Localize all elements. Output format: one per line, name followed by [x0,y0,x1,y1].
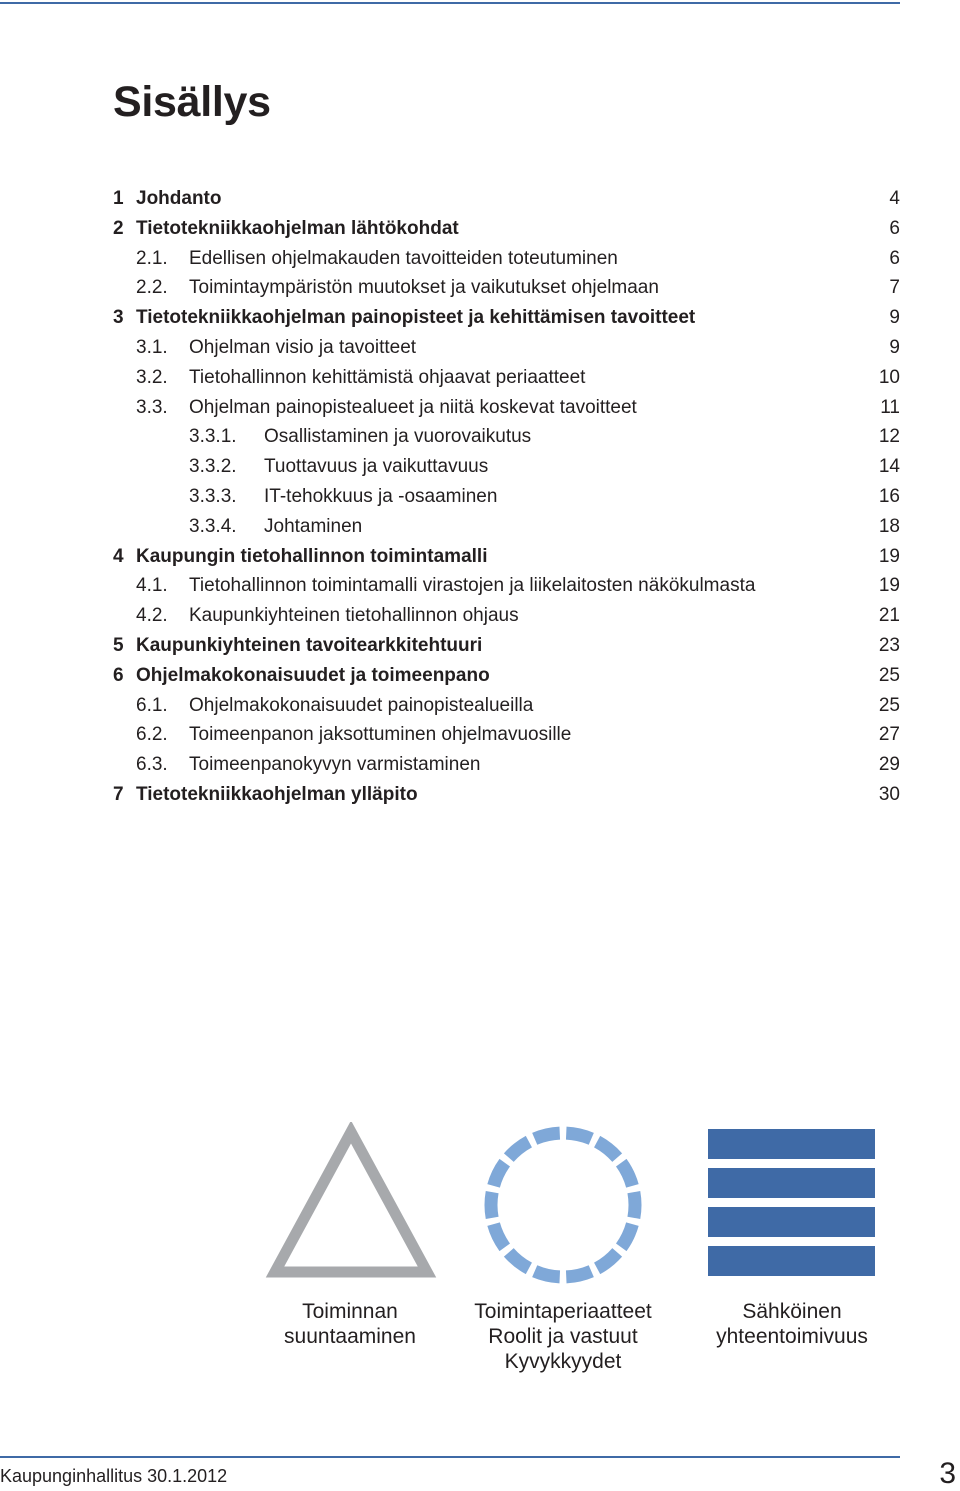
toc-entry [113,693,900,723]
triangle-icon [263,1122,439,1280]
toc-entry [113,573,900,603]
page-number: 3 [939,1457,956,1490]
toc-entry-number: 5 [113,634,124,656]
circle-segment [621,1163,632,1186]
toc-entry-number: 2.1. [136,247,168,269]
table-of-contents [113,186,900,812]
toc-entry-title: Kaupunkiyhteinen tavoitearkkitehtuuri [136,634,483,656]
footer-text: Kaupunginhallitus 30.1.2012 [0,1466,228,1486]
pillar-caption-2: Toimintaperiaatteet Roolit ja vastuut Kyvykkyydet [474,1300,652,1373]
toc-entry-title: Tietotekniikkaohjelman painopisteet ja kehittämisen tavoitteet [136,307,696,329]
toc-entry-page: 6 [889,217,900,239]
toc-entry-title: Toimintaympäristön muutokset ja vaikutukset ohjelmaan [189,277,659,299]
toc-entry-page: 18 [878,515,900,537]
toc-entry-title: Ohjelman painopistealueet ja niitä koskevat tavoitteet [189,396,637,418]
toc-entry-number: 6.3. [136,754,168,776]
toc-entry-title: Tuottavuus ja vaikuttavuus [264,456,489,478]
bottom-rule [0,1456,900,1458]
toc-entry-number: 2 [113,217,124,239]
toc-entry-number: 3.3.1. [189,426,237,448]
toc-entry-title: Tietohallinnon kehittämistä ohjaavat periaatteet [189,366,586,388]
circle-segment [491,1192,492,1218]
toc-entry-number: 4.2. [136,605,168,627]
toc-entry-number: 1 [113,188,124,209]
toc-entry [113,633,900,663]
circle-segment [494,1163,505,1186]
toc-entry-number: 7 [113,783,124,805]
toc-entry-page: 19 [878,575,900,597]
toc-entry-number: 6.1. [136,694,168,716]
toc-entry [113,305,900,335]
toc-entry-number: 3.3.4. [189,515,237,537]
toc-entry-title: Osallistaminen ja vuorovaikutus [264,426,532,448]
toc-entry [113,365,900,395]
page-title: Sisällys [113,78,271,126]
toc-entry-page: 21 [878,605,900,627]
toc-entry-page: 7 [889,277,900,299]
toc-entry-title: Edellisen ohjelmakauden tavoitteiden toteutuminen [189,247,618,269]
toc-entry-page: 10 [878,366,900,388]
toc-entry-number: 3 [113,307,124,329]
toc-entry-page: 23 [878,634,900,656]
toc-entry-title: Tietotekniikkaohjelman lähtökohdat [136,217,459,239]
toc-entry [113,722,900,752]
toc-entry-page: 29 [878,754,900,776]
circle-segment [509,1252,529,1268]
toc-entry-page: 11 [880,396,900,418]
circle-segment [535,1271,560,1277]
toc-entry-title: Toimeenpanokyvyn varmistaminen [189,754,481,776]
toc-entry-number: 3.3.3. [189,485,237,507]
toc-entry-title: Johtaminen [264,515,363,537]
toc-entry-page: 14 [878,456,900,478]
circle-segment [597,1142,617,1158]
toc-entry-title: Toimeenpanon jaksottuminen ohjelmavuosille [189,724,572,746]
toc-entry [113,782,900,812]
toc-entry-page: 25 [878,664,900,686]
toc-entry [113,395,900,425]
circle-segment [566,1133,591,1139]
toc-entry-number: 6 [113,664,124,686]
toc-entry-title: Ohjelmakokonaisuudet painopistealueilla [189,694,534,716]
stacked-bars-icon [708,1129,876,1279]
circle-segment [597,1252,617,1268]
circle-segment [494,1224,505,1247]
toc-entry-number: 3.3.2. [189,456,237,478]
toc-entry-page: 30 [878,783,900,805]
toc-entry-title: Johdanto [136,188,222,209]
toc-entry-title: Tietotekniikkaohjelman ylläpito [136,783,418,805]
toc-entry [113,335,900,365]
toc-entry [113,663,900,693]
toc-entry-title: Kaupungin tietohallinnon toimintamalli [136,545,488,567]
toc-entry [113,216,900,246]
toc-entry-page: 9 [889,336,900,358]
toc-entry-number: 4 [113,545,124,567]
toc-entry-number: 4.1. [136,575,168,597]
toc-entry-page: 9 [889,307,900,329]
toc-entry-number: 3.3. [136,396,168,418]
top-rule [0,2,900,4]
circle-segment [621,1224,632,1247]
pillar-caption-1: Toiminnan suuntaaminen [284,1300,416,1348]
circle-segment [634,1192,635,1218]
toc-entry [113,514,900,544]
toc-entry [113,275,900,305]
toc-entry-number: 3.2. [136,366,168,388]
toc-entry-page: 6 [889,247,900,269]
toc-entry-page: 4 [889,188,900,209]
toc-entry-title: Ohjelman visio ja tavoitteet [189,336,417,358]
pillar-caption-3: Sähköinen yhteentoimivuus [716,1300,868,1348]
toc-entry [113,544,900,574]
circle-segment [566,1271,591,1277]
toc-entry [113,246,900,276]
toc-entry [113,424,900,454]
toc-entry-number: 3.1. [136,336,168,358]
toc-entry [113,186,900,216]
toc-entry-title: Tietohallinnon toimintamalli virastojen ja liikelaitosten näkökulmasta [189,575,756,597]
toc-entry-number: 6.2. [136,724,168,746]
toc-entry-page: 27 [878,724,900,746]
toc-entry-title: IT-tehokkuus ja -osaaminen [264,485,498,507]
circle-segment [509,1142,529,1158]
toc-entry-number: 2.2. [136,277,168,299]
toc-entry-page: 12 [878,426,900,448]
toc-entry-title: Ohjelmakokonaisuudet ja toimeenpano [136,664,490,686]
toc-entry-page: 25 [878,694,900,716]
toc-entry [113,752,900,782]
toc-entry [113,454,900,484]
dashed-circle-icon [482,1124,644,1286]
toc-entry-page: 19 [878,545,900,567]
toc-entry [113,484,900,514]
toc-entry-page: 16 [878,485,900,507]
toc-entry [113,603,900,633]
toc-entry-title: Kaupunkiyhteinen tietohallinnon ohjaus [189,605,519,627]
circle-segment [535,1133,560,1139]
